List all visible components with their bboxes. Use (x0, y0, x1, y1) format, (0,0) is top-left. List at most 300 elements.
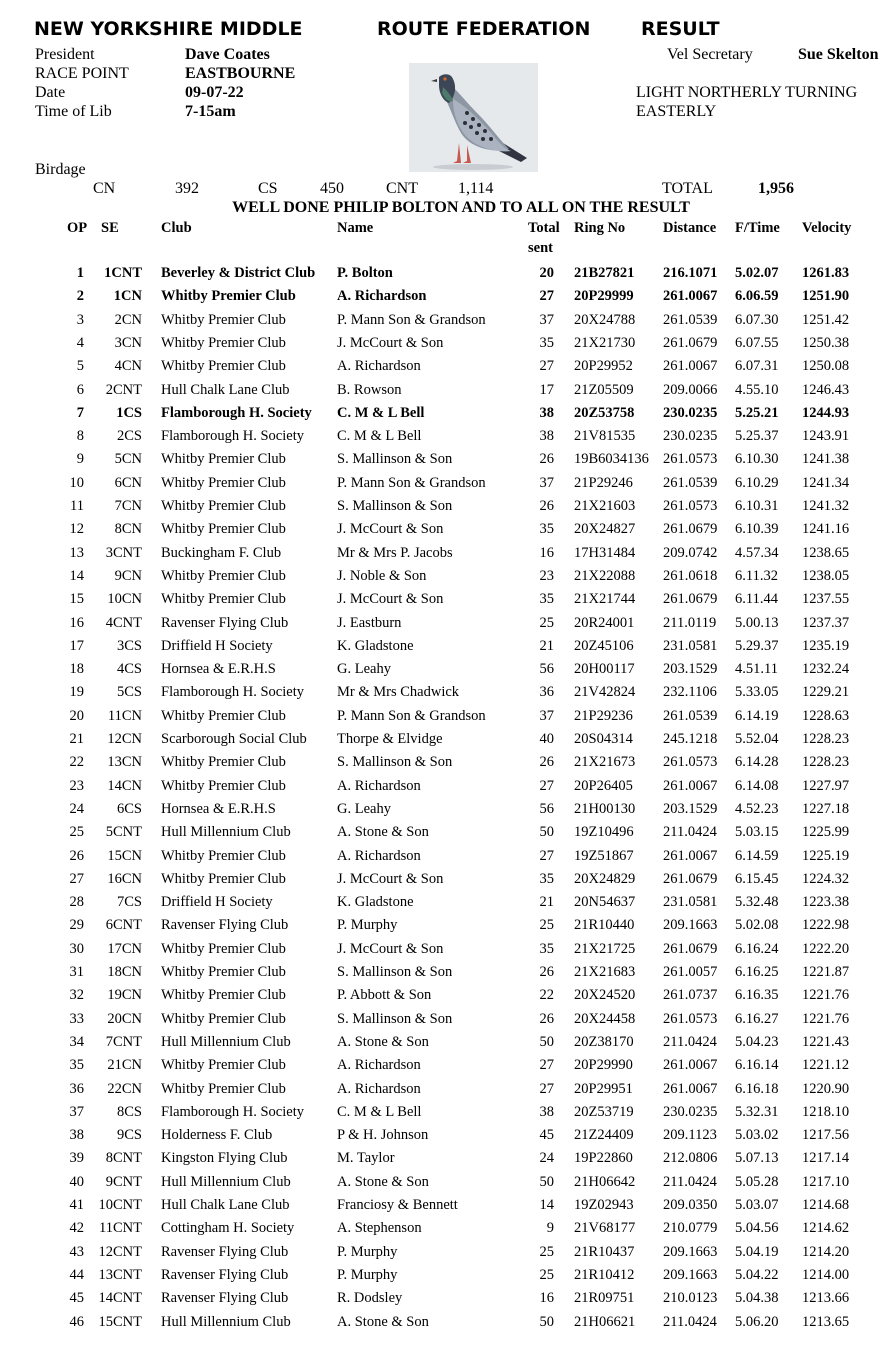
table-row (0, 731, 895, 754)
result-total-sent: 27 (539, 1080, 554, 1097)
birdage-total-value: 1,956 (758, 180, 794, 197)
result-club: Whitby Premier Club (161, 1057, 286, 1074)
result-ring-number: 20X24520 (574, 987, 636, 1004)
result-section-position: 9CNT (105, 1173, 142, 1190)
table-row (0, 498, 895, 521)
result-distance: 261.0067 (663, 847, 718, 864)
result-total-sent: 37 (539, 707, 554, 724)
result-ring-number: 21V42824 (574, 684, 636, 701)
result-fancier-name: S. Mallinson & Son (337, 1010, 453, 1027)
result-distance: 261.0573 (663, 498, 718, 514)
result-distance: 211.0424 (663, 824, 717, 841)
congratulations-banner: WELL DONE PHILIP BOLTON AND TO ALL ON THE RESULT (232, 199, 690, 216)
result-total-sent: 56 (539, 800, 554, 817)
result-club: Whitby Premier Club (161, 940, 286, 957)
table-row (0, 987, 895, 1010)
result-flying-time: 6.14.59 (735, 847, 779, 864)
title-federation-name: NEW YORKSHIRE MIDDLE (34, 18, 303, 40)
result-flying-time: 5.04.56 (735, 1220, 779, 1237)
result-club: Whitby Premier Club (161, 311, 286, 328)
result-total-sent: 38 (539, 428, 554, 445)
result-ring-number: 21X21744 (574, 591, 636, 608)
table-row (0, 661, 895, 684)
result-op: 11 (70, 498, 84, 514)
result-distance: 216.1071 (663, 265, 718, 281)
result-velocity: 1223.38 (802, 894, 850, 911)
result-flying-time: 5.25.37 (735, 428, 779, 445)
result-total-sent: 25 (539, 614, 554, 631)
result-op: 2 (76, 288, 84, 305)
result-ring-number: 21X21725 (574, 940, 636, 957)
result-section-position: 3CN (114, 334, 142, 351)
result-total-sent: 16 (539, 544, 554, 561)
result-flying-time: 5.05.28 (735, 1173, 779, 1190)
result-club: Hull Millennium Club (161, 824, 291, 841)
result-fancier-name: C. M & L Bell (337, 404, 425, 421)
result-section-position: 2CN (114, 311, 142, 328)
result-op: 13 (69, 544, 84, 561)
result-flying-time: 5.25.21 (735, 404, 779, 421)
column-header-ring-no: Ring No (574, 220, 626, 236)
result-total-sent: 25 (539, 1266, 554, 1283)
result-distance: 209.1663 (663, 1243, 718, 1260)
result-section-position: 19CN (107, 987, 142, 1004)
result-distance: 232.1106 (663, 684, 717, 701)
result-club: Whitby Premier Club (161, 777, 286, 794)
result-flying-time: 6.14.19 (735, 707, 779, 724)
result-op: 3 (76, 311, 84, 328)
table-row (0, 871, 895, 894)
result-velocity: 1246.43 (802, 381, 850, 398)
result-velocity: 1241.38 (802, 451, 850, 468)
result-section-position: 6CS (117, 800, 142, 817)
result-fancier-name: P. Bolton (337, 265, 393, 281)
table-row (0, 545, 895, 568)
result-distance: 261.0539 (663, 311, 718, 328)
result-fancier-name: P & H. Johnson (337, 1127, 429, 1144)
result-ring-number: 21V81535 (574, 428, 636, 445)
result-velocity: 1238.05 (802, 567, 850, 584)
result-section-position: 17CN (107, 940, 142, 957)
result-total-sent: 9 (546, 1220, 554, 1237)
result-fancier-name: Mr & Mrs Chadwick (337, 684, 460, 701)
result-velocity: 1232.24 (802, 661, 850, 678)
result-op: 26 (69, 847, 84, 864)
result-club: Hull Chalk Lane Club (161, 1197, 290, 1213)
result-club: Driffield H Society (161, 637, 273, 654)
result-fancier-name: R. Dodsley (337, 1290, 403, 1307)
result-op: 42 (69, 1220, 84, 1237)
result-velocity: 1221.76 (802, 987, 850, 1004)
result-velocity: 1228.23 (802, 754, 850, 771)
result-fancier-name: A. Richardson (337, 777, 421, 794)
result-op: 20 (69, 707, 84, 724)
result-op: 40 (69, 1173, 84, 1190)
result-total-sent: 50 (539, 1173, 554, 1190)
result-ring-number: 20X24788 (574, 311, 636, 328)
result-fancier-name: P. Mann Son & Grandson (337, 707, 486, 724)
table-row (0, 1314, 895, 1337)
result-total-sent: 23 (539, 567, 554, 584)
result-ring-number: 20X24827 (574, 521, 636, 538)
result-ring-number: 20P29999 (574, 288, 634, 305)
result-ring-number: 21P29236 (574, 707, 633, 724)
result-flying-time: 6.06.59 (735, 288, 779, 305)
result-ring-number: 20P29952 (574, 358, 633, 375)
result-ring-number: 21Z05509 (574, 381, 634, 398)
result-section-position: 14CNT (98, 1290, 142, 1307)
table-row (0, 894, 895, 917)
result-velocity: 1244.93 (802, 404, 850, 421)
result-ring-number: 21R10437 (574, 1243, 635, 1260)
result-fancier-name: A. Stone & Son (337, 1313, 429, 1330)
result-distance: 203.1529 (663, 661, 718, 678)
result-ring-number: 21R10412 (574, 1266, 635, 1283)
date-value: 09-07-22 (185, 84, 244, 101)
result-total-sent: 26 (539, 451, 554, 468)
result-ring-number: 21B27821 (574, 265, 635, 281)
result-distance: 230.0235 (663, 1103, 718, 1120)
result-ring-number: 20Z53758 (574, 404, 635, 421)
result-ring-number: 21V68177 (574, 1220, 636, 1237)
result-ring-number: 20P26405 (574, 777, 633, 794)
result-op: 35 (69, 1057, 84, 1074)
column-header-distance: Distance (663, 220, 717, 236)
result-flying-time: 6.16.24 (735, 940, 779, 957)
result-velocity: 1251.42 (802, 311, 850, 328)
table-row (0, 358, 895, 381)
result-ring-number: 21R10440 (574, 917, 635, 934)
result-fancier-name: B. Rowson (337, 381, 402, 398)
result-fancier-name: G. Leahy (337, 800, 391, 817)
result-total-sent: 50 (539, 1313, 554, 1330)
result-velocity: 1251.90 (802, 288, 850, 305)
table-row (0, 1267, 895, 1290)
birdage-cnt-label: CNT (386, 180, 418, 197)
column-header-total: Total (528, 220, 560, 236)
column-header-name: Name (337, 220, 374, 236)
result-total-sent: 27 (539, 777, 554, 794)
result-flying-time: 6.10.31 (735, 498, 779, 514)
result-distance: 209.0350 (663, 1197, 718, 1213)
result-distance: 261.0573 (663, 1010, 718, 1027)
result-flying-time: 6.14.08 (735, 777, 779, 794)
result-velocity: 1237.37 (802, 614, 850, 631)
result-op: 17 (69, 637, 84, 654)
race-point-label: RACE POINT (35, 65, 129, 82)
result-ring-number: 20X24458 (574, 1010, 636, 1027)
result-ring-number: 17H31484 (574, 544, 636, 561)
birdage-label: Birdage (35, 161, 86, 178)
result-distance: 231.0581 (663, 637, 718, 654)
result-distance: 261.0573 (663, 451, 718, 468)
result-flying-time: 6.15.45 (735, 870, 779, 887)
result-op: 4 (76, 334, 84, 351)
column-header-club: Club (161, 220, 192, 236)
result-op: 14 (69, 567, 84, 584)
result-total-sent: 36 (539, 684, 554, 701)
table-row (0, 475, 895, 498)
result-fancier-name: S. Mallinson & Son (337, 754, 453, 771)
result-flying-time: 5.52.04 (735, 731, 779, 747)
result-club: Kingston Flying Club (161, 1150, 288, 1167)
table-row (0, 708, 895, 731)
result-ring-number: 19Z02943 (574, 1197, 634, 1213)
birdage-cn-value: 392 (175, 180, 199, 197)
result-fancier-name: K. Gladstone (337, 894, 414, 911)
result-ring-number: 19Z51867 (574, 847, 634, 864)
result-section-position: 16CN (107, 870, 142, 887)
column-header-sent: sent (528, 240, 553, 256)
result-flying-time: 6.16.27 (735, 1010, 779, 1027)
result-section-position: 12CNT (98, 1243, 142, 1260)
result-velocity: 1214.68 (802, 1197, 850, 1213)
table-row (0, 1127, 895, 1150)
result-velocity: 1225.19 (802, 847, 850, 864)
result-fancier-name: P. Murphy (337, 917, 398, 934)
result-distance: 261.0539 (663, 474, 718, 491)
table-row (0, 312, 895, 335)
result-club: Whitby Premier Club (161, 754, 286, 771)
table-row (0, 335, 895, 358)
result-section-position: 22CN (107, 1080, 142, 1097)
result-flying-time: 5.02.08 (735, 917, 779, 934)
result-fancier-name: Franciosy & Bennett (337, 1197, 458, 1213)
result-distance: 211.0424 (663, 1173, 717, 1190)
title-result: RESULT (641, 18, 720, 40)
result-total-sent: 21 (539, 637, 554, 654)
result-club: Whitby Premier Club (161, 1010, 286, 1027)
title-route-federation: ROUTE FEDERATION (377, 18, 591, 40)
result-op: 16 (69, 614, 84, 631)
time-of-lib-value: 7-15am (185, 103, 236, 120)
result-op: 24 (69, 800, 84, 817)
column-header-se: SE (101, 220, 119, 236)
date-label: Date (35, 84, 66, 101)
result-section-position: 18CN (107, 964, 142, 980)
weather-line-2: EASTERLY (636, 103, 717, 120)
result-flying-time: 6.16.25 (735, 964, 779, 980)
result-fancier-name: P. Murphy (337, 1266, 398, 1283)
result-section-position: 4CN (114, 358, 142, 375)
result-op: 1 (76, 265, 84, 281)
result-op: 19 (69, 684, 84, 701)
table-row (0, 288, 895, 311)
result-op: 43 (69, 1243, 84, 1260)
result-club: Hornsea & E.R.H.S (161, 800, 276, 817)
result-flying-time: 6.16.35 (735, 987, 779, 1004)
result-total-sent: 26 (539, 754, 554, 771)
result-section-position: 9CN (114, 567, 142, 584)
result-fancier-name: J. McCourt & Son (337, 940, 444, 957)
result-flying-time: 5.33.05 (735, 684, 779, 701)
result-club: Scarborough Social Club (161, 731, 307, 747)
table-row (0, 1244, 895, 1267)
result-fancier-name: A. Stone & Son (337, 1033, 429, 1050)
result-op: 9 (76, 451, 84, 468)
result-op: 22 (69, 754, 84, 771)
result-ring-number: 20N54637 (574, 894, 636, 911)
result-velocity: 1228.63 (802, 707, 850, 724)
vel-secretary-label: Vel Secretary (667, 46, 753, 63)
result-velocity: 1214.20 (802, 1243, 850, 1260)
result-distance: 261.0679 (663, 521, 718, 538)
table-row (0, 382, 895, 405)
result-total-sent: 35 (539, 940, 554, 957)
birdage-cn-label: CN (93, 180, 116, 197)
table-row (0, 568, 895, 591)
result-flying-time: 5.03.15 (735, 824, 779, 841)
table-row (0, 1081, 895, 1104)
result-section-position: 3CS (117, 637, 142, 654)
result-section-position: 4CS (117, 661, 142, 678)
result-club: Flamborough H. Society (161, 1103, 304, 1120)
result-fancier-name: A. Richardson (337, 847, 421, 864)
result-distance: 209.0742 (663, 544, 718, 561)
table-row (0, 964, 895, 987)
result-ring-number: 21H06642 (574, 1173, 636, 1190)
result-total-sent: 16 (539, 1290, 554, 1307)
result-fancier-name: P. Mann Son & Grandson (337, 311, 486, 328)
result-section-position: 11CNT (99, 1220, 142, 1237)
result-flying-time: 5.02.07 (735, 265, 779, 281)
result-velocity: 1222.98 (802, 917, 850, 934)
result-club: Whitby Premier Club (161, 288, 296, 305)
result-club: Flamborough H. Society (161, 428, 304, 445)
result-total-sent: 37 (539, 474, 554, 491)
result-velocity: 1250.08 (802, 358, 850, 375)
result-fancier-name: Mr & Mrs P. Jacobs (337, 544, 453, 561)
result-fancier-name: P. Abbott & Son (337, 987, 432, 1004)
result-flying-time: 5.03.07 (735, 1197, 779, 1213)
result-op: 5 (76, 358, 84, 375)
result-ring-number: 20R24001 (574, 614, 635, 631)
result-fancier-name: A. Stone & Son (337, 824, 429, 841)
result-velocity: 1241.16 (802, 521, 850, 538)
result-club: Ravenser Flying Club (161, 1290, 289, 1307)
result-total-sent: 21 (539, 894, 554, 911)
result-velocity: 1228.23 (802, 731, 850, 747)
vel-secretary-value: Sue Skelton (798, 46, 879, 63)
table-row (0, 591, 895, 614)
result-total-sent: 38 (539, 1103, 554, 1120)
result-fancier-name: M. Taylor (337, 1150, 395, 1167)
result-ring-number: 21X22088 (574, 567, 636, 584)
result-total-sent: 26 (539, 498, 554, 514)
result-distance: 231.0581 (663, 894, 718, 911)
result-flying-time: 6.10.29 (735, 474, 779, 491)
result-section-position: 4CNT (105, 614, 142, 631)
result-club: Whitby Premier Club (161, 964, 286, 980)
result-distance: 211.0424 (663, 1313, 717, 1330)
result-flying-time: 4.52.23 (735, 800, 779, 817)
table-row (0, 754, 895, 777)
result-club: Whitby Premier Club (161, 521, 286, 538)
result-distance: 261.0679 (663, 870, 718, 887)
table-row (0, 1034, 895, 1057)
result-section-position: 1CNT (104, 265, 142, 281)
table-row (0, 801, 895, 824)
result-op: 45 (69, 1290, 84, 1307)
result-fancier-name: A. Richardson (337, 1057, 421, 1074)
result-velocity: 1218.10 (802, 1103, 850, 1120)
table-row (0, 405, 895, 428)
result-fancier-name: J. McCourt & Son (337, 521, 444, 538)
result-ring-number: 19B6034136 (574, 451, 649, 468)
result-velocity: 1243.91 (802, 428, 850, 445)
result-velocity: 1227.18 (802, 800, 850, 817)
result-ring-number: 21Z24409 (574, 1127, 634, 1144)
result-flying-time: 6.07.30 (735, 311, 779, 328)
result-op: 32 (69, 987, 84, 1004)
result-ring-number: 19P22860 (574, 1150, 633, 1167)
result-ring-number: 21H00130 (574, 800, 636, 817)
result-flying-time: 6.16.18 (735, 1080, 779, 1097)
result-club: Whitby Premier Club (161, 987, 286, 1004)
result-ring-number: 20Z53719 (574, 1103, 634, 1120)
result-distance: 261.0067 (663, 358, 718, 375)
result-total-sent: 17 (539, 381, 554, 398)
result-velocity: 1221.43 (802, 1033, 850, 1050)
result-op: 28 (69, 894, 84, 911)
result-fancier-name: C. M & L Bell (337, 1103, 422, 1120)
result-section-position: 6CNT (105, 917, 142, 934)
result-flying-time: 6.11.44 (735, 591, 778, 608)
result-section-position: 5CS (117, 684, 142, 701)
pigeon-illustration-icon (409, 63, 538, 172)
result-club: Ravenser Flying Club (161, 614, 289, 631)
birdage-cs-value: 450 (320, 180, 344, 197)
result-flying-time: 6.10.30 (735, 451, 779, 468)
table-row (0, 941, 895, 964)
result-club: Whitby Premier Club (161, 498, 286, 514)
result-ring-number: 21X21683 (574, 964, 636, 980)
result-fancier-name: K. Gladstone (337, 637, 414, 654)
result-total-sent: 25 (539, 917, 554, 934)
president-label: President (35, 46, 95, 63)
result-club: Whitby Premier Club (161, 847, 286, 864)
result-section-position: 10CNT (98, 1197, 142, 1213)
result-distance: 209.1663 (663, 1266, 718, 1283)
result-section-position: 7CNT (105, 1033, 142, 1050)
result-section-position: 1CN (113, 288, 142, 305)
result-op: 21 (69, 731, 84, 747)
result-fancier-name: G. Leahy (337, 661, 391, 678)
result-total-sent: 25 (539, 1243, 554, 1260)
result-distance: 261.0679 (663, 334, 718, 351)
table-row (0, 848, 895, 871)
result-flying-time: 6.11.32 (735, 567, 778, 584)
result-velocity: 1213.66 (802, 1290, 850, 1307)
result-distance: 261.0057 (663, 964, 718, 980)
result-section-position: 20CN (107, 1010, 142, 1027)
table-row (0, 1104, 895, 1127)
result-club: Whitby Premier Club (161, 870, 286, 887)
result-total-sent: 26 (539, 964, 554, 980)
table-row (0, 451, 895, 474)
result-velocity: 1261.83 (802, 265, 850, 281)
column-header-velocity: Velocity (802, 220, 852, 236)
result-fancier-name: P. Murphy (337, 1243, 398, 1260)
result-total-sent: 35 (539, 521, 554, 538)
result-op: 6 (76, 381, 84, 398)
result-op: 25 (69, 824, 84, 841)
result-total-sent: 50 (539, 824, 554, 841)
result-distance: 261.0067 (663, 1080, 718, 1097)
result-section-position: 2CS (117, 428, 142, 445)
result-velocity: 1222.20 (802, 940, 850, 957)
result-club: Hull Millennium Club (161, 1173, 291, 1190)
